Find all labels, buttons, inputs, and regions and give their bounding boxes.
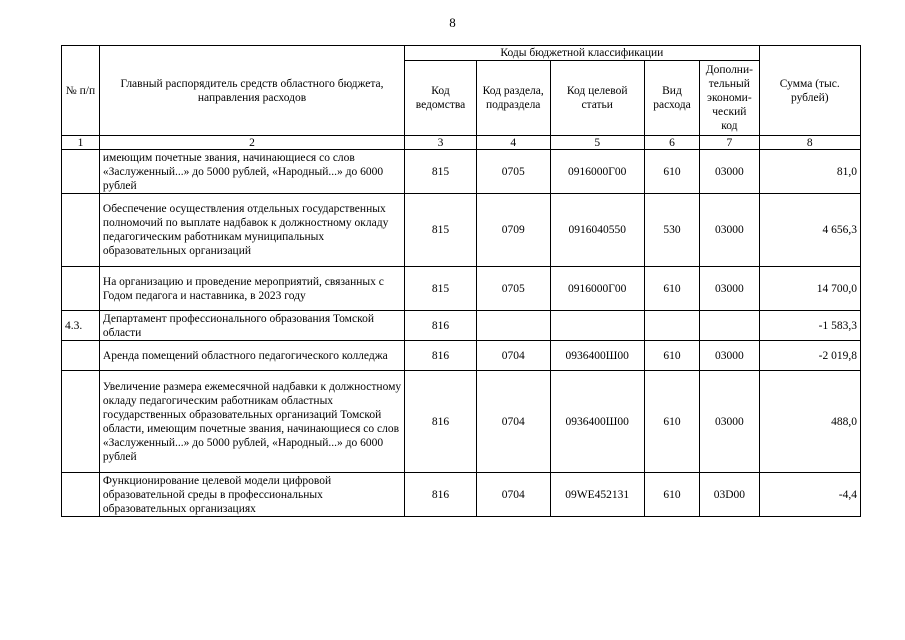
col-number: 8: [759, 136, 860, 150]
column-numbers-row: [62, 136, 861, 150]
row-type: 610: [644, 267, 699, 311]
row-sum: 4 656,3: [759, 194, 860, 267]
col-number: 2: [99, 136, 404, 150]
row-extra: 03000: [700, 371, 759, 473]
row-extra: 03000: [700, 267, 759, 311]
row-target: 0936400Ш00: [550, 371, 644, 473]
col-number: 1: [62, 136, 100, 150]
row-name: имеющим почетные звания, начинающиеся со слов «Заслуженный...» до 5000 рублей, «Народный...» до 6000 рублей: [99, 150, 404, 194]
row-target: 0916000Г00: [550, 150, 644, 194]
row-sum: -2 019,8: [759, 341, 860, 371]
col-number: 7: [700, 136, 759, 150]
row-dept: 816: [405, 371, 477, 473]
table-row: [62, 311, 861, 341]
row-target: 09WE452131: [550, 473, 644, 517]
row-section: 0704: [476, 341, 550, 371]
row-no: [62, 371, 100, 473]
header-type: Вид расхода: [644, 61, 699, 136]
row-name: Увеличение размера ежемесячной надбавки к должностному окладу педагогическим работникам областных государственных образовательных организаций Томской области, имеющим почетные звания, начинающиеся со слов «Заслуженный...» до 5000 рублей, «Народный...» до 6000 рублей: [99, 371, 404, 473]
row-name: Аренда помещений областного педагогического колледжа: [99, 341, 404, 371]
row-sum: -4,4: [759, 473, 860, 517]
col-number: 4: [476, 136, 550, 150]
row-name: На организацию и проведение мероприятий, связанных с Годом педагога и наставника, в 2023 году: [99, 267, 404, 311]
row-dept: 816: [405, 311, 477, 341]
table-row: [62, 341, 861, 371]
row-type: 610: [644, 150, 699, 194]
row-extra: 03000: [700, 341, 759, 371]
row-type: [644, 311, 699, 341]
header-section: Код раздела, подраздела: [476, 61, 550, 136]
row-section: 0704: [476, 371, 550, 473]
row-type: 610: [644, 371, 699, 473]
row-no: [62, 473, 100, 517]
header-no: № п/п: [62, 46, 100, 136]
row-section: 0704: [476, 473, 550, 517]
table-row: [62, 371, 861, 473]
row-extra: 03D00: [700, 473, 759, 517]
row-dept: 815: [405, 267, 477, 311]
header-target: Код целевой статьи: [550, 61, 644, 136]
row-section: 0705: [476, 150, 550, 194]
header-name: Главный распорядитель средств областного бюджета, направления расходов: [99, 46, 404, 136]
row-type: 610: [644, 341, 699, 371]
row-section: 0709: [476, 194, 550, 267]
row-extra: 03000: [700, 150, 759, 194]
col-number: 5: [550, 136, 644, 150]
header-codes-group: Коды бюджетной классификации: [405, 46, 759, 61]
header-sum: Сумма (тыс. рублей): [759, 46, 860, 136]
row-target: 0916000Г00: [550, 267, 644, 311]
table-row: [62, 267, 861, 311]
row-no: 4.3.: [62, 311, 100, 341]
table-row: [62, 194, 861, 267]
row-sum: 81,0: [759, 150, 860, 194]
page-number: 8: [449, 15, 456, 30]
col-number: 3: [405, 136, 477, 150]
row-sum: -1 583,3: [759, 311, 860, 341]
col-number: 6: [644, 136, 699, 150]
row-section: 0705: [476, 267, 550, 311]
row-type: 610: [644, 473, 699, 517]
table-row: [62, 150, 861, 194]
row-dept: 815: [405, 150, 477, 194]
row-dept: 815: [405, 194, 477, 267]
header-extra: Дополни-тельный экономи-ческий код: [700, 61, 759, 136]
row-sum: 14 700,0: [759, 267, 860, 311]
row-extra: [700, 311, 759, 341]
row-extra: 03000: [700, 194, 759, 267]
row-name: Обеспечение осуществления отдельных государственных полномочий по выплате надбавок к должностному окладу педагогическим работникам муниципальных образовательных организаций: [99, 194, 404, 267]
row-name: Функционирование целевой модели цифровой образовательной среды в профессиональных образовательных организациях: [99, 473, 404, 517]
row-target: 0936400Ш00: [550, 341, 644, 371]
table-row: [62, 473, 861, 517]
row-type: 530: [644, 194, 699, 267]
row-name: Департамент профессионального образования Томской области: [99, 311, 404, 341]
budget-table: [61, 45, 861, 517]
row-section: [476, 311, 550, 341]
row-no: [62, 341, 100, 371]
row-no: [62, 267, 100, 311]
header-dept: Код ведомства: [405, 61, 477, 136]
row-no: [62, 150, 100, 194]
row-dept: 816: [405, 341, 477, 371]
row-target: [550, 311, 644, 341]
row-no: [62, 194, 100, 267]
row-sum: 488,0: [759, 371, 860, 473]
row-target: 0916040550: [550, 194, 644, 267]
row-dept: 816: [405, 473, 477, 517]
